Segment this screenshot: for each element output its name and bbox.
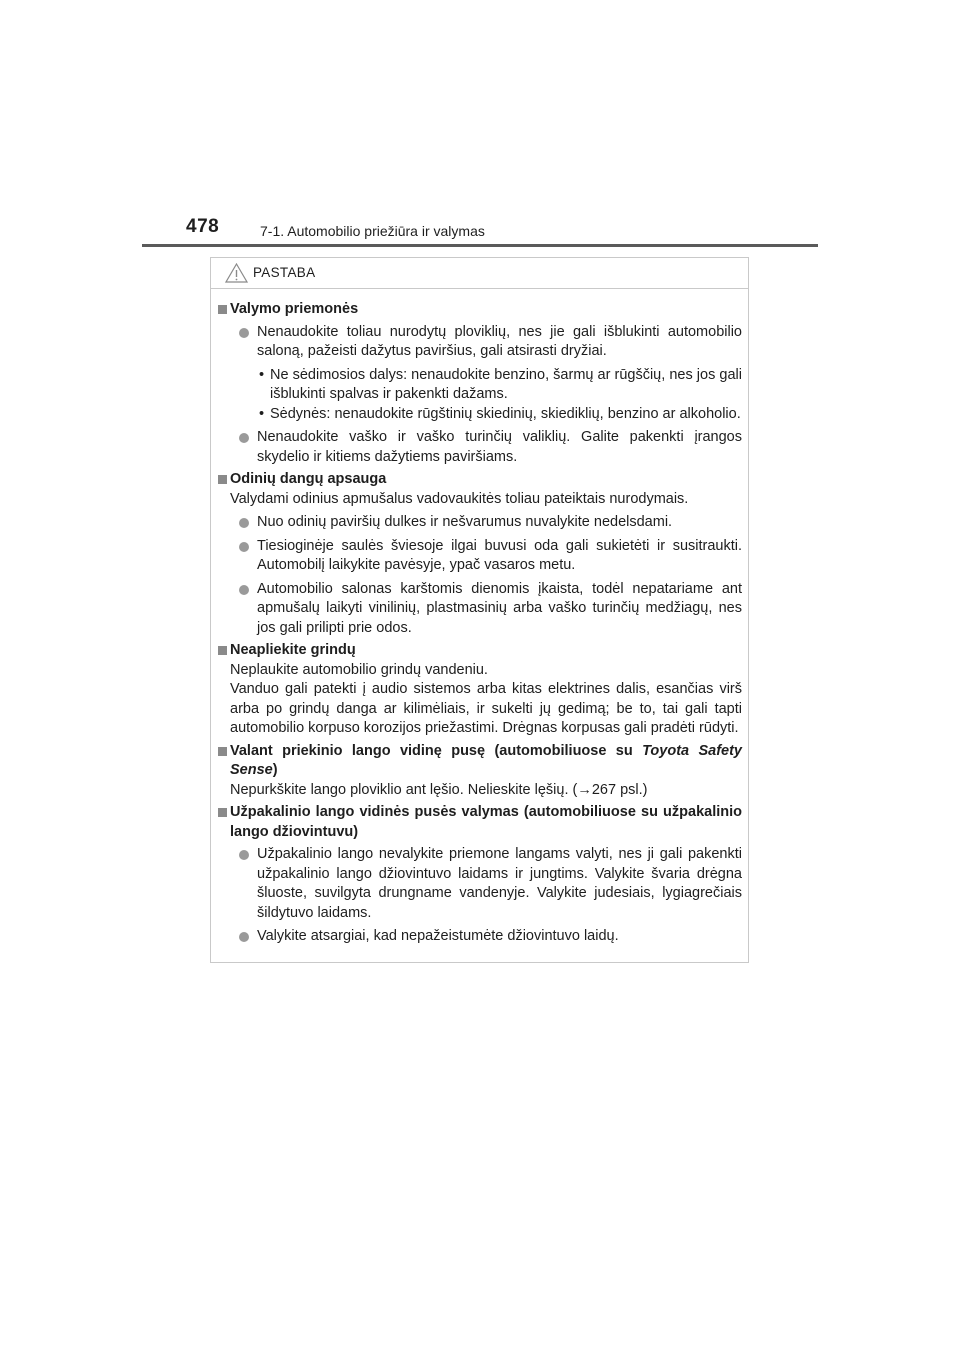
circle-bullet-icon (239, 542, 249, 552)
section-heading: Neapliekite grindų (218, 641, 742, 661)
paragraph: Vanduo gali patekti į audio sistemos arba kitas elektrines dalis, esančias virš arba po grindų danga ar kilimėliais, ir sukelti jų gedimą; be to, tai gali tapti automobilio korpuso korozijos priežastimi. Drėgnas korpusas gali pradėti rūdyti. (230, 681, 742, 736)
circle-bullet-icon (239, 585, 249, 595)
circle-bullet-icon (239, 850, 249, 860)
square-bullet-icon (218, 808, 227, 817)
list-item: Nenaudokite toliau nurodytų ploviklių, nes jie gali išblukinti automobilio saloną, pažeisti dažytus paviršius, gali atsirasti dryžiai. (218, 323, 742, 362)
warning-icon (225, 263, 248, 283)
list-item: Automobilio salonas karštomis dienomis įkaista, todėl nepatariame ant apmušalų laikyti vinilinių, plastmasinių arba vaško turinčių medžiagų, nes jos gali prilipti prie odos. (218, 580, 742, 639)
list-item: Tiesioginėje saulės šviesoje ilgai buvusi oda gali sukietėti ir susitraukti. Automobilį laikykite pavėsyje, ypač vasaros metu. (218, 537, 742, 576)
list-item: Nenaudokite vaško ir vaško turinčių valiklių. Galite pakenkti įrangos skydelio ir kitiems dažytiems paviršiams. (218, 428, 742, 467)
section-title: 7-1. Automobilio priežiūra ir valymas (260, 223, 485, 239)
section-heading: Valymo priemonės (218, 300, 742, 320)
paragraph: Neplaukite automobilio grindų vandeniu. (230, 661, 488, 678)
paragraph: Nepurkškite lango ploviklio ant lęšio. Nelieskite lęšių. (→267 psl.) (230, 781, 648, 798)
section-heading: Užpakalinio lango vidinės pusės valymas (automobiliuose su užpakalinio lango džiovintuvu) (218, 803, 742, 842)
circle-bullet-icon (239, 328, 249, 338)
paragraph: Valydami odinius apmušalus vadovaukitės toliau pateiktais nurodymais. (230, 490, 689, 507)
square-bullet-icon (218, 646, 227, 655)
square-bullet-icon (218, 305, 227, 314)
sub-list-item: • Sėdynės: nenaudokite rūgštinių skiedinių, skiediklių, benzino ar alkoholio. (218, 405, 742, 425)
notice-box (210, 257, 749, 963)
circle-bullet-icon (239, 433, 249, 443)
page-number: 478 (186, 216, 220, 237)
notice-header (211, 258, 748, 289)
section-heading: Odinių dangų apsauga (218, 470, 742, 490)
notice-title: PASTABA (253, 265, 316, 280)
circle-bullet-icon (239, 932, 249, 942)
sub-list-item: • Ne sėdimosios dalys: nenaudokite benzino, šarmų ar rūgščių, nes jos gali išblukinti spalvas ir pakenkti dažams. (259, 366, 742, 402)
bullet-icon: • (259, 366, 265, 383)
circle-bullet-icon (239, 518, 249, 528)
square-bullet-icon (218, 747, 227, 756)
bullet-icon: • (259, 405, 265, 422)
square-bullet-icon (218, 475, 227, 484)
list-item: Nuo odinių paviršių dulkes ir nešvarumus nuvalykite nedelsdami. (218, 513, 742, 533)
header-rule (142, 244, 818, 247)
list-item: Valykite atsargiai, kad nepažeistumėte džiovintuvo laidų. (218, 927, 742, 947)
list-item: Užpakalinio lango nevalykite priemone langams valyti, nes ji gali pakenkti užpakalinio lango džiovintuvo laidams ir jungtims. Valykite švaria drėgna šluoste, suvilgyta drungname vandenyje. Valykite judesiais, lygiagrečiais šildytuvo laidams. (218, 845, 742, 923)
section-heading: Valant priekinio lango vidinę pusę (automobiliuose su Toyota Safety Sense) (218, 742, 742, 781)
notice-body (211, 289, 748, 947)
page-header (186, 212, 818, 246)
